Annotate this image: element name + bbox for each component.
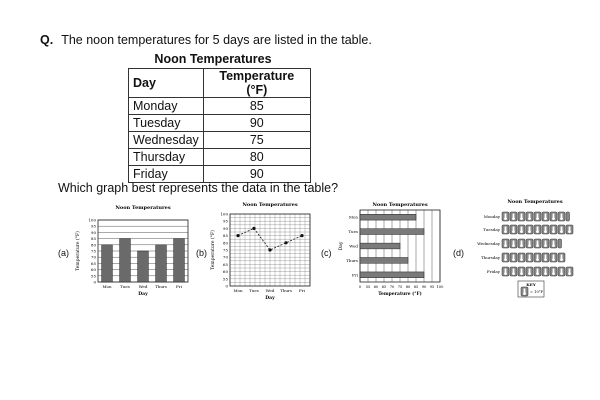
x-tick-label: Thurs: [280, 288, 292, 293]
y-tick-label: 85: [90, 236, 96, 242]
bar: [156, 245, 167, 282]
thermometer-icon: [558, 225, 565, 234]
row-label: Wednesday: [477, 241, 500, 246]
thermometer-icon: [534, 253, 541, 262]
thermometer-icon: [510, 239, 517, 248]
temp-cell: 75: [203, 132, 310, 149]
bar: [360, 229, 424, 235]
y-tick-label: 70: [222, 254, 228, 260]
x-tick-label: 75: [397, 285, 403, 289]
temperature-table: [128, 68, 311, 183]
y-tick-label: 85: [222, 233, 228, 239]
question-label: Q.: [40, 33, 54, 47]
thermometer-icon: [502, 267, 509, 276]
header-day: Day: [129, 69, 204, 98]
temp-cell: 85: [203, 98, 310, 115]
option-a-label[interactable]: (a): [58, 248, 69, 258]
x-tick-label: 90: [421, 285, 427, 289]
thermometer-icon: [534, 212, 541, 221]
chart-title: Noon Temperatures: [372, 202, 428, 208]
x-tick-label: Tues: [249, 288, 259, 293]
bar: [360, 272, 424, 278]
x-tick-label: 55: [365, 285, 371, 289]
y-axis-label: Temperature (°F): [211, 230, 216, 270]
thermometer-icon: [526, 212, 533, 221]
thermometer-icon: [518, 212, 525, 221]
row-label: Tuesday: [483, 227, 500, 232]
thermometer-icon: [558, 253, 565, 262]
row-label: Thursday: [481, 255, 500, 260]
y-tick-label: Wed: [349, 243, 358, 249]
bar: [138, 251, 149, 282]
chart-title: Noon Temperatures: [507, 199, 563, 205]
chart-title: Noon Temperatures: [115, 205, 171, 211]
y-tick-label: 80: [90, 242, 96, 248]
y-tick-label: Thurs: [346, 257, 358, 263]
bar: [174, 239, 185, 282]
y-tick-label: 100: [88, 217, 96, 223]
y-axis-label: Day: [339, 241, 344, 251]
table-row: [129, 115, 311, 132]
prompt-text: Which graph best represents the data in the table?: [58, 181, 339, 195]
thermometer-icon: [566, 212, 570, 221]
option-c-horizontal-bar-chart: [336, 200, 446, 320]
thermometer-icon: [534, 267, 541, 276]
thermometer-icon: [550, 225, 557, 234]
thermometer-icon: [550, 212, 557, 221]
thermometer-icon: [518, 267, 525, 276]
data-point: [252, 227, 255, 230]
bar: [360, 214, 416, 220]
chart-title: Noon Temperatures: [242, 202, 298, 208]
y-tick-label: 0: [225, 283, 228, 289]
thermometer-icon: [510, 212, 517, 221]
y-tick-label: 55: [222, 276, 228, 282]
x-tick-label: Wed: [265, 288, 275, 293]
option-b-label[interactable]: (b): [196, 248, 207, 258]
day-cell: Tuesday: [129, 115, 204, 132]
y-tick-label: 60: [222, 269, 228, 275]
thermometer-icon: [526, 253, 533, 262]
thermometer-icon: [521, 287, 528, 296]
thermometer-icon: [518, 239, 525, 248]
y-tick-label: Tues: [348, 229, 358, 235]
y-tick-label: 90: [90, 229, 96, 235]
thermometer-icon: [518, 225, 525, 234]
x-tick-label: 70: [389, 285, 395, 289]
y-tick-label: 65: [90, 260, 96, 266]
x-axis-label: Temperature (°F): [378, 292, 422, 297]
thermometer-icon: [534, 239, 541, 248]
table-header-row: [129, 69, 311, 98]
bar: [120, 239, 131, 282]
key-text: = 10°F: [530, 290, 544, 294]
question-text: The noon temperatures for 5 days are listed in the table.: [61, 33, 372, 47]
temp-cell: 90: [203, 115, 310, 132]
y-tick-label: 0: [93, 279, 96, 285]
table-row: [129, 98, 311, 115]
day-cell: Monday: [129, 98, 204, 115]
bar: [360, 258, 408, 264]
thermometer-icon: [526, 225, 533, 234]
day-cell: Friday: [129, 166, 204, 183]
y-tick-label: Mon: [348, 214, 358, 220]
y-tick-label: 65: [222, 261, 228, 267]
data-point: [300, 234, 303, 237]
y-tick-label: 95: [222, 218, 228, 224]
y-tick-label: 75: [222, 247, 228, 253]
row-label: Friday: [486, 269, 500, 274]
question: [40, 33, 372, 47]
day-cell: Wednesday: [129, 132, 204, 149]
thermometer-icon: [550, 253, 557, 262]
thermometer-icon: [558, 212, 565, 221]
y-axis-label: Temperature (°F): [76, 231, 81, 271]
thermometer-icon: [518, 253, 525, 262]
day-cell: Thursday: [129, 149, 204, 166]
x-tick-label: Tues: [120, 284, 130, 289]
table-row: [129, 166, 311, 183]
thermometer-icon: [502, 212, 509, 221]
x-tick-label: Mon: [233, 288, 243, 293]
thermometer-icon: [558, 239, 562, 248]
thermometer-icon: [502, 225, 509, 234]
row-label: Monday: [483, 214, 500, 219]
x-tick-label: 60: [373, 285, 379, 289]
x-tick-label: Thurs: [155, 284, 167, 289]
bar: [360, 243, 400, 249]
y-tick-label: 55: [90, 273, 96, 279]
thermometer-icon: [550, 239, 557, 248]
x-tick-label: 65: [381, 285, 387, 289]
x-tick-label: Fri: [176, 284, 182, 289]
table-row: [129, 149, 311, 166]
table-row: [129, 132, 311, 149]
x-axis-label: Day: [138, 292, 148, 297]
thermometer-icon: [542, 212, 549, 221]
thermometer-icon: [542, 225, 549, 234]
option-b-line-chart: [208, 200, 318, 320]
option-a-bar-chart: [70, 200, 195, 320]
key-title: KEY: [526, 282, 536, 287]
x-tick-label: 80: [405, 285, 411, 289]
thermometer-icon: [526, 239, 533, 248]
data-point: [284, 241, 287, 244]
y-tick-label: 80: [222, 240, 228, 246]
x-tick-label: 85: [413, 285, 419, 289]
thermometer-icon: [510, 225, 517, 234]
thermometer-icon: [526, 267, 533, 276]
option-d-pictograph: [470, 200, 595, 320]
bar: [102, 245, 113, 282]
thermometer-icon: [542, 239, 549, 248]
y-tick-label: 90: [222, 225, 228, 231]
y-tick-label: 70: [90, 254, 96, 260]
x-tick-label: Fri: [299, 288, 305, 293]
thermometer-icon: [534, 225, 541, 234]
y-tick-label: 60: [90, 267, 96, 273]
y-tick-label: 100: [220, 211, 228, 217]
x-tick-label: 100: [436, 285, 444, 289]
x-tick-label: Mon: [102, 284, 112, 289]
thermometer-icon: [566, 225, 573, 234]
x-tick-label: 95: [429, 285, 435, 289]
thermometer-icon: [566, 267, 573, 276]
x-tick-label: Wed: [138, 284, 148, 289]
table-title: Noon Temperatures: [154, 52, 272, 66]
thermometer-icon: [542, 253, 549, 262]
thermometer-icon: [502, 239, 509, 248]
data-point: [236, 234, 239, 237]
thermometer-icon: [558, 267, 565, 276]
y-tick-label: 95: [90, 223, 96, 229]
thermometer-icon: [510, 267, 517, 276]
data-point: [268, 248, 271, 251]
temp-cell: 80: [203, 149, 310, 166]
y-tick-label: 75: [90, 248, 96, 254]
y-tick-label: Fri: [352, 272, 358, 278]
thermometer-icon: [542, 267, 549, 276]
thermometer-icon: [502, 253, 509, 262]
option-c-label[interactable]: (c): [321, 248, 332, 258]
x-axis-label: Day: [265, 296, 275, 301]
thermometer-icon: [510, 253, 517, 262]
option-d-label[interactable]: (d): [453, 248, 464, 258]
thermometer-icon: [550, 267, 557, 276]
x-tick-label: 0: [358, 285, 362, 289]
header-temperature: Temperature (°F): [203, 69, 310, 98]
temp-cell: 90: [203, 166, 310, 183]
